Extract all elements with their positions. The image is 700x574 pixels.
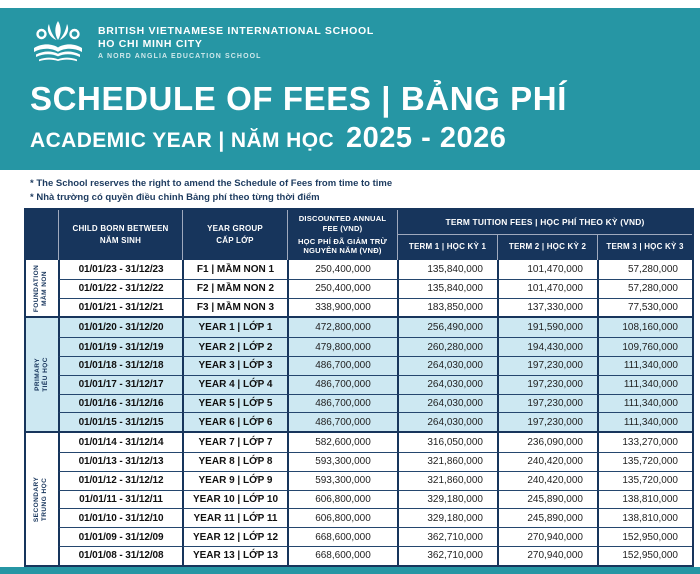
cell-born-date: 01/01/09 - 31/12/09: [58, 527, 182, 546]
cell-term1-fee: 264,030,000: [397, 375, 497, 394]
cell-year-group: YEAR 3 | LỚP 3: [182, 356, 287, 375]
cell-term3-fee: 138,810,000: [597, 508, 692, 527]
cell-term2-fee: 197,230,000: [497, 394, 597, 413]
cell-year-group: YEAR 8 | LỚP 8: [182, 452, 287, 471]
cell-term2-fee: 197,230,000: [497, 356, 597, 375]
stage-label-line: SECONDARY: [33, 476, 41, 522]
cell-term2-fee: 137,330,000: [497, 298, 597, 317]
cell-term1-fee: 135,840,000: [397, 260, 497, 279]
cell-annual-fee: 479,800,000: [287, 337, 397, 356]
cell-born-date: 01/01/17 - 31/12/17: [58, 375, 182, 394]
cell-term3-fee: 77,530,000: [597, 298, 692, 317]
academic-year-value: 2025 - 2026: [346, 122, 507, 154]
header-term1: TERM 1 | HỌC KỲ 1: [397, 234, 497, 260]
header-band: [0, 8, 700, 170]
cell-term1-fee: 135,840,000: [397, 279, 497, 298]
cell-year-group: YEAR 11 | LỚP 11: [182, 508, 287, 527]
cell-term3-fee: 135,720,000: [597, 471, 692, 490]
header-term2: TERM 2 | HỌC KỲ 2: [497, 234, 597, 260]
brand-text: [98, 25, 374, 60]
stage-label-line: PRIMARY: [33, 358, 41, 392]
footer-bar: [0, 567, 700, 574]
cell-term2-fee: 191,590,000: [497, 318, 597, 337]
cell-born-date: 01/01/14 - 31/12/14: [58, 433, 182, 452]
cell-born-date: 01/01/18 - 31/12/18: [58, 356, 182, 375]
disclaimer-note-en: * The School reserves the right to amend the Schedule of Fees from time to time: [30, 178, 393, 189]
stage-label-foundation: [26, 260, 58, 316]
stage-label-line: MẦM NON: [42, 270, 50, 306]
section-secondary: [26, 431, 692, 565]
cell-term2-fee: 270,940,000: [497, 527, 597, 546]
header-year-group-en: YEAR GROUP: [207, 223, 263, 233]
stage-label-line: FOUNDATION: [33, 264, 41, 312]
cell-annual-fee: 582,600,000: [287, 433, 397, 452]
disclaimer-notes: [30, 177, 392, 205]
cell-term2-fee: 236,090,000: [497, 433, 597, 452]
stage-label-secondary: [26, 433, 58, 565]
cell-born-date: 01/01/15 - 31/12/15: [58, 412, 182, 431]
cell-term2-fee: 270,940,000: [497, 546, 597, 565]
cell-born-date: 01/01/19 - 31/12/19: [58, 337, 182, 356]
cell-annual-fee: 486,700,000: [287, 375, 397, 394]
cell-born-date: 01/01/11 - 31/12/11: [58, 490, 182, 509]
section-foundation: [26, 260, 692, 316]
cell-annual-fee: 668,600,000: [287, 546, 397, 565]
cell-year-group: YEAR 9 | LỚP 9: [182, 471, 287, 490]
cell-annual-fee: 486,700,000: [287, 394, 397, 413]
cell-term3-fee: 133,270,000: [597, 433, 692, 452]
cell-born-date: 01/01/21 - 31/12/21: [58, 298, 182, 317]
cell-term2-fee: 245,890,000: [497, 490, 597, 509]
cell-term1-fee: 264,030,000: [397, 356, 497, 375]
cell-term1-fee: 264,030,000: [397, 412, 497, 431]
cell-term3-fee: 57,280,000: [597, 279, 692, 298]
cell-born-date: 01/01/20 - 31/12/20: [58, 318, 182, 337]
cell-born-date: 01/01/13 - 31/12/13: [58, 452, 182, 471]
cell-annual-fee: 486,700,000: [287, 412, 397, 431]
cell-annual-fee: 338,900,000: [287, 298, 397, 317]
cell-year-group: YEAR 13 | LỚP 13: [182, 546, 287, 565]
cell-term3-fee: 111,340,000: [597, 394, 692, 413]
disclaimer-note-vi: * Nhà trường có quyền điều chỉnh Bảng phí theo từng thời điểm: [30, 191, 320, 203]
cell-term3-fee: 135,720,000: [597, 452, 692, 471]
cell-term3-fee: 109,760,000: [597, 337, 692, 356]
cell-annual-fee: 606,800,000: [287, 490, 397, 509]
cell-term1-fee: 362,710,000: [397, 527, 497, 546]
cell-born-date: 01/01/23 - 31/12/23: [58, 260, 182, 279]
brand-block: [30, 18, 374, 66]
cell-term2-fee: 101,470,000: [497, 260, 597, 279]
page-subtitle: [30, 122, 506, 155]
cell-term1-fee: 362,710,000: [397, 546, 497, 565]
cell-born-date: 01/01/08 - 31/12/08: [58, 546, 182, 565]
cell-year-group: YEAR 7 | LỚP 7: [182, 433, 287, 452]
page-title: SCHEDULE OF FEES | BẢNG PHÍ: [30, 80, 567, 117]
cell-year-group: F1 | MẦM NON 1: [182, 260, 287, 279]
cell-term3-fee: 57,280,000: [597, 260, 692, 279]
cell-annual-fee: 668,600,000: [287, 527, 397, 546]
cell-year-group: YEAR 4 | LỚP 4: [182, 375, 287, 394]
cell-born-date: 01/01/10 - 31/12/10: [58, 508, 182, 527]
cell-term1-fee: 329,180,000: [397, 508, 497, 527]
cell-term2-fee: 240,420,000: [497, 452, 597, 471]
cell-annual-fee: 606,800,000: [287, 508, 397, 527]
school-name-line1: BRITISH VIETNAMESE INTERNATIONAL SCHOOL: [98, 24, 375, 37]
cell-term1-fee: 264,030,000: [397, 394, 497, 413]
cell-term1-fee: 260,280,000: [397, 337, 497, 356]
stage-label-primary: [26, 318, 58, 431]
header-annual-fee-vi: HỌC PHÍ ĐÃ GIẢM TRỪ NGUYÊN NĂM (VNĐ): [298, 236, 387, 256]
school-tagline: A NORD ANGLIA EDUCATION SCHOOL: [98, 52, 262, 60]
cell-term1-fee: 183,850,000: [397, 298, 497, 317]
cell-term3-fee: 111,340,000: [597, 412, 692, 431]
cell-year-group: YEAR 1 | LỚP 1: [182, 318, 287, 337]
cell-year-group: YEAR 6 | LỚP 6: [182, 412, 287, 431]
cell-term3-fee: 108,160,000: [597, 318, 692, 337]
cell-term3-fee: 111,340,000: [597, 356, 692, 375]
school-name-line2: HO CHI MINH CITY: [98, 37, 203, 50]
cell-annual-fee: 486,700,000: [287, 356, 397, 375]
header-child-born-en: CHILD BORN BETWEEN: [72, 223, 169, 233]
cell-born-date: 01/01/22 - 31/12/22: [58, 279, 182, 298]
header-term3: TERM 3 | HỌC KỲ 3: [597, 234, 692, 260]
cell-year-group: YEAR 2 | LỚP 2: [182, 337, 287, 356]
cell-term2-fee: 194,430,000: [497, 337, 597, 356]
header-term-fees-group: TERM TUITION FEES | HỌC PHÍ THEO KỲ (VND): [397, 210, 692, 234]
cell-annual-fee: 593,300,000: [287, 452, 397, 471]
cell-term3-fee: 152,950,000: [597, 527, 692, 546]
header-stage-cell: [26, 210, 58, 260]
cell-term2-fee: 197,230,000: [497, 375, 597, 394]
cell-term3-fee: 152,950,000: [597, 546, 692, 565]
cell-term3-fee: 138,810,000: [597, 490, 692, 509]
header-child-born: [58, 210, 182, 260]
cell-year-group: F2 | MẦM NON 2: [182, 279, 287, 298]
cell-term2-fee: 240,420,000: [497, 471, 597, 490]
stage-label-line: TRUNG HỌC: [42, 477, 49, 521]
cell-annual-fee: 593,300,000: [287, 471, 397, 490]
cell-term2-fee: 101,470,000: [497, 279, 597, 298]
cell-year-group: YEAR 5 | LỚP 5: [182, 394, 287, 413]
header-year-group-vi: CẤP LỚP: [216, 236, 254, 245]
stage-label-line: TIỂU HỌC: [42, 357, 49, 393]
school-lotus-book-logo-icon: [30, 18, 86, 66]
academic-year-label: ACADEMIC YEAR | NĂM HỌC: [30, 129, 335, 152]
cell-year-group: YEAR 10 | LỚP 10: [182, 490, 287, 509]
header-year-group: [182, 210, 287, 260]
cell-born-date: 01/01/12 - 31/12/12: [58, 471, 182, 490]
cell-annual-fee: 250,400,000: [287, 260, 397, 279]
table-body: [26, 260, 692, 565]
header-annual-fee: [287, 210, 397, 260]
cell-term1-fee: 321,860,000: [397, 452, 497, 471]
cell-term1-fee: 256,490,000: [397, 318, 497, 337]
cell-term2-fee: 197,230,000: [497, 412, 597, 431]
cell-term1-fee: 321,860,000: [397, 471, 497, 490]
fee-table: [24, 208, 694, 567]
cell-term3-fee: 111,340,000: [597, 375, 692, 394]
table-header: [26, 210, 692, 260]
cell-annual-fee: 250,400,000: [287, 279, 397, 298]
section-primary: [26, 316, 692, 431]
cell-year-group: YEAR 12 | LỚP 12: [182, 527, 287, 546]
cell-term1-fee: 329,180,000: [397, 490, 497, 509]
cell-term1-fee: 316,050,000: [397, 433, 497, 452]
cell-year-group: F3 | MẦM NON 3: [182, 298, 287, 317]
cell-annual-fee: 472,800,000: [287, 318, 397, 337]
header-annual-fee-en: DISCOUNTED ANNUAL FEE (VND): [298, 213, 387, 233]
cell-born-date: 01/01/16 - 31/12/16: [58, 394, 182, 413]
header-child-born-vi: NĂM SINH: [99, 236, 142, 245]
cell-term2-fee: 245,890,000: [497, 508, 597, 527]
